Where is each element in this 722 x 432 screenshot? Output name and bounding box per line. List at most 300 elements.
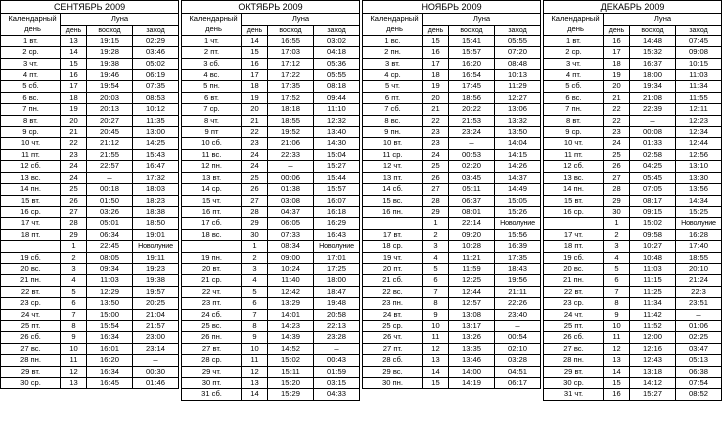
moonset-cell: 16:07 xyxy=(314,195,360,206)
calendar-day-cell: 14 пн. xyxy=(1,184,61,195)
calendar-day-cell: 27 пт. xyxy=(363,343,423,354)
moonset-cell: 10:12 xyxy=(133,104,179,115)
moonset-cell: 13:32 xyxy=(495,115,541,126)
moonrise-cell: 16:20 xyxy=(87,355,133,366)
moonrise-cell: 21:53 xyxy=(449,115,495,126)
lunar-day-cell: 30 xyxy=(242,229,268,240)
lunar-day-cell: 11 xyxy=(423,332,449,343)
lunar-day-cell: 25 xyxy=(242,172,268,183)
moonrise-cell: 13:29 xyxy=(268,298,314,309)
moonrise-cell: 09:20 xyxy=(449,229,495,240)
moonset-cell: 17:25 xyxy=(314,263,360,274)
calendar-day-cell: 22 чт. xyxy=(182,286,242,297)
calendar-day-cell: 13 вт. xyxy=(182,172,242,183)
calendar-day-header-line2: день xyxy=(205,24,222,34)
moonrise-cell: 08:01 xyxy=(449,206,495,217)
calendar-day-cell: 13 вс. xyxy=(1,172,61,183)
lunar-day-cell: 4 xyxy=(604,252,630,263)
moonset-cell: 20:25 xyxy=(133,298,179,309)
lunar-day-cell: 16 xyxy=(61,70,87,81)
moonset-cell: 22:13 xyxy=(314,320,360,331)
moonrise-cell: 19:46 xyxy=(87,70,133,81)
moonset-cell: 19:57 xyxy=(133,286,179,297)
calendar-day-cell: 17 чт. xyxy=(544,229,604,240)
lunar-day-cell: 12 xyxy=(61,366,87,377)
calendar-day-cell: 2 пт. xyxy=(182,47,242,58)
table-row xyxy=(1,127,179,138)
calendar-day-header xyxy=(1,14,61,36)
calendar-day-cell: 12 пн. xyxy=(182,161,242,172)
calendar-day-cell: 25 пт. xyxy=(1,320,61,331)
lunar-day-cell: 24 xyxy=(423,149,449,160)
calendar-day-cell: 19 сб. xyxy=(1,252,61,263)
table-row xyxy=(544,138,722,149)
calendar-day-cell: 28 пн. xyxy=(1,355,61,366)
moonset-cell: 14:34 xyxy=(676,195,722,206)
lunar-day-cell: 4 xyxy=(423,252,449,263)
calendar-day-header-line2: день xyxy=(24,24,41,34)
moonset-cell: 14:49 xyxy=(495,184,541,195)
lunar-day-cell: 11 xyxy=(61,355,87,366)
table-row xyxy=(182,138,360,149)
moonset-cell: 02:10 xyxy=(495,343,541,354)
lunar-day-cell: 30 xyxy=(604,206,630,217)
table-row xyxy=(182,47,360,58)
table-row xyxy=(363,92,541,103)
lunar-day-cell: 3 xyxy=(61,263,87,274)
moonrise-cell: 09:00 xyxy=(268,252,314,263)
calendar-day-cell: 18 пт. xyxy=(544,241,604,252)
table-row xyxy=(544,263,722,274)
moonrise-cell: 17:22 xyxy=(268,70,314,81)
moonset-cell: 02:25 xyxy=(676,332,722,343)
moonset-cell: 00:54 xyxy=(495,332,541,343)
table-row xyxy=(1,70,179,81)
table-row xyxy=(363,115,541,126)
calendar-day-cell: 7 пн. xyxy=(1,104,61,115)
table-row xyxy=(1,241,179,252)
moonset-cell: 01:59 xyxy=(314,366,360,377)
lunar-day-cell: 17 xyxy=(604,47,630,58)
calendar-day-cell: 30 ср. xyxy=(1,378,61,389)
moonrise-cell: 10:28 xyxy=(449,241,495,252)
moonrise-cell: 12:42 xyxy=(268,286,314,297)
lunar-day-cell: 12 xyxy=(242,366,268,377)
table-row xyxy=(544,389,722,400)
moonset-cell: 16:39 xyxy=(495,241,541,252)
moonset-cell: 03:02 xyxy=(314,35,360,46)
moonrise-cell: 13:17 xyxy=(449,320,495,331)
lunar-day-header: день xyxy=(242,25,268,35)
lunar-day-cell: 21 xyxy=(242,115,268,126)
calendar-day-cell: 20 вс. xyxy=(1,263,61,274)
moonrise-cell: 16:54 xyxy=(449,70,495,81)
moonset-cell: 16:18 xyxy=(314,206,360,217)
lunar-day-cell: 25 xyxy=(604,149,630,160)
lunar-day-cell: 14 xyxy=(61,47,87,58)
moonrise-cell: 20:13 xyxy=(87,104,133,115)
calendar-day-cell: 14 ср. xyxy=(182,184,242,195)
calendar-day-cell: 6 вс. xyxy=(544,92,604,103)
moon-header: Луна xyxy=(604,14,722,26)
lunar-day-cell: 1 xyxy=(61,241,87,252)
calendar-day-cell: 5 сб. xyxy=(1,81,61,92)
lunar-day-cell: 17 xyxy=(61,81,87,92)
moonset-cell: 05:13 xyxy=(676,355,722,366)
calendar-day-cell: 18 вс. xyxy=(182,229,242,240)
table-row xyxy=(363,298,541,309)
moonset-cell: 12:32 xyxy=(314,115,360,126)
table-row xyxy=(1,58,179,69)
moonset-cell: 08:18 xyxy=(314,81,360,92)
moonrise-cell: 13:50 xyxy=(87,298,133,309)
calendar-day-cell: 9 ср. xyxy=(544,127,604,138)
calendar-day-cell: 13 пт. xyxy=(363,172,423,183)
lunar-day-cell: 22 xyxy=(423,115,449,126)
moonrise-cell: 21:55 xyxy=(87,149,133,160)
moonset-cell: 00:43 xyxy=(314,355,360,366)
calendar-day-cell: 1 вт. xyxy=(1,35,61,46)
lunar-day-cell: 9 xyxy=(242,332,268,343)
calendar-day-cell: 31 сб. xyxy=(182,389,242,400)
table-row xyxy=(363,366,541,377)
moonrise-cell: 22:33 xyxy=(268,149,314,160)
month-title: СЕНТЯБРЬ 2009 xyxy=(1,1,179,14)
moonrise-cell: 22:57 xyxy=(87,161,133,172)
lunar-day-cell: 16 xyxy=(423,47,449,58)
lunar-day-cell: 10 xyxy=(242,343,268,354)
table-row xyxy=(182,195,360,206)
moonrise-cell: 15:02 xyxy=(268,355,314,366)
moonrise-cell: 16:45 xyxy=(87,378,133,389)
moonrise-cell: 11:21 xyxy=(449,252,495,263)
moonrise-cell: 04:37 xyxy=(268,206,314,217)
moonrise-cell: 12:29 xyxy=(87,286,133,297)
moonset-cell: 17:32 xyxy=(133,172,179,183)
calendar-day-header-line1: Календарный xyxy=(8,14,57,23)
moonrise-cell: 16:34 xyxy=(87,366,133,377)
lunar-day-cell: 5 xyxy=(423,263,449,274)
lunar-day-cell: 6 xyxy=(242,298,268,309)
calendar-day-cell: 15 вт. xyxy=(544,195,604,206)
moonset-cell: 15:56 xyxy=(495,229,541,240)
moonset-cell: 12:44 xyxy=(676,138,722,149)
table-row xyxy=(1,298,179,309)
calendar-day-cell: 4 ср. xyxy=(363,70,423,81)
table-row xyxy=(544,206,722,217)
calendar-day-cell: 11 вс. xyxy=(182,149,242,160)
calendar-day-cell: 17 чт. xyxy=(1,218,61,229)
lunar-day-cell: 27 xyxy=(423,184,449,195)
table-row xyxy=(182,229,360,240)
moonset-cell: 18:50 xyxy=(133,218,179,229)
month-panel xyxy=(543,0,722,432)
lunar-day-cell: 25 xyxy=(61,184,87,195)
moonrise-cell: 14:48 xyxy=(630,35,676,46)
table-row xyxy=(1,195,179,206)
lunar-day-cell: 18 xyxy=(604,58,630,69)
table-row xyxy=(182,206,360,217)
moonset-cell: 15:26 xyxy=(495,206,541,217)
table-row xyxy=(544,149,722,160)
moonset-cell: 20:10 xyxy=(676,263,722,274)
moonrise-cell: 12:44 xyxy=(449,286,495,297)
lunar-day-cell: 14 xyxy=(242,389,268,400)
moonset-cell: 12:11 xyxy=(676,104,722,115)
moonset-cell: 18:47 xyxy=(314,286,360,297)
moonrise-cell: 12:00 xyxy=(630,332,676,343)
moonset-cell: 13:00 xyxy=(133,127,179,138)
moonset-cell: 21:57 xyxy=(133,320,179,331)
lunar-day-cell: 19 xyxy=(61,104,87,115)
calendar-day-cell: 29 вс. xyxy=(363,366,423,377)
table-row xyxy=(363,355,541,366)
moonset-cell: 03:28 xyxy=(495,355,541,366)
calendar-day-cell: 16 ср. xyxy=(544,206,604,217)
table-row xyxy=(363,184,541,195)
moonset-cell: 23:51 xyxy=(676,298,722,309)
table-row xyxy=(182,115,360,126)
table-row xyxy=(1,355,179,366)
calendar-day-cell: 3 сб. xyxy=(182,58,242,69)
moonset-cell: 04:33 xyxy=(314,389,360,400)
moonset-cell: 18:03 xyxy=(133,184,179,195)
moonrise-cell: 14:52 xyxy=(268,343,314,354)
month-panel xyxy=(362,0,540,432)
lunar-day-cell: 3 xyxy=(604,241,630,252)
moonset-cell: 23:40 xyxy=(495,309,541,320)
moonset-cell: 06:38 xyxy=(676,366,722,377)
table-row xyxy=(182,35,360,46)
lunar-day-cell: 27 xyxy=(61,206,87,217)
table-row xyxy=(544,47,722,58)
calendar-day-cell: 14 сб. xyxy=(363,184,423,195)
lunar-day-cell: 23 xyxy=(61,149,87,160)
table-row xyxy=(544,366,722,377)
calendar-day-header-line2: день xyxy=(386,24,403,34)
calendar-day-cell: 16 ср. xyxy=(1,206,61,217)
table-row xyxy=(182,70,360,81)
calendar-day-cell: 12 сб. xyxy=(544,161,604,172)
moonrise-cell: 19:28 xyxy=(87,47,133,58)
calendar-day-cell: 28 ср. xyxy=(182,355,242,366)
moonset-cell: 19:38 xyxy=(133,275,179,286)
moonrise-cell: 21:12 xyxy=(87,138,133,149)
moonset-cell: – xyxy=(133,355,179,366)
calendar-day-cell: 21 сб. xyxy=(363,275,423,286)
lunar-day-cell: 15 xyxy=(423,378,449,389)
moonrise-cell: 09:58 xyxy=(630,229,676,240)
moonset-cell: 13:40 xyxy=(314,127,360,138)
table-row xyxy=(182,389,360,400)
moonrise-cell: 08:05 xyxy=(87,252,133,263)
lunar-day-cell: 18 xyxy=(242,81,268,92)
calendar-day-cell: 5 чт. xyxy=(363,81,423,92)
calendar-day-cell: 7 сб. xyxy=(363,104,423,115)
calendar-day-cell: 15 вт. xyxy=(1,195,61,206)
calendar-day-cell: 9 ср. xyxy=(1,127,61,138)
moonrise-cell: 11:59 xyxy=(449,263,495,274)
calendar-day-cell: 14 пн. xyxy=(544,184,604,195)
lunar-day-cell: 19 xyxy=(423,81,449,92)
table-row xyxy=(363,286,541,297)
moonset-cell: 07:20 xyxy=(495,47,541,58)
table-row xyxy=(182,161,360,172)
moonrise-cell: 15:11 xyxy=(268,366,314,377)
lunar-day-cell: 15 xyxy=(61,58,87,69)
calendar-day-cell: 29 чт. xyxy=(182,366,242,377)
moonrise-cell: 12:57 xyxy=(449,298,495,309)
calendar-day-cell: 12 сб. xyxy=(1,161,61,172)
calendar-day-cell: 7 ср. xyxy=(182,104,242,115)
moonrise-cell: 15:00 xyxy=(87,309,133,320)
lunar-day-cell: 9 xyxy=(61,332,87,343)
lunar-day-cell: 11 xyxy=(604,332,630,343)
moonset-cell: 18:55 xyxy=(676,252,722,263)
calendar-day-cell: 28 пн. xyxy=(544,355,604,366)
calendar-day-cell: 8 чт. xyxy=(182,115,242,126)
moonset-cell: 20:58 xyxy=(314,309,360,320)
moonset-cell: 11:03 xyxy=(676,70,722,81)
table-row xyxy=(363,172,541,183)
moonrise-cell: 07:05 xyxy=(630,184,676,195)
calendar-day-cell: 23 пн. xyxy=(363,298,423,309)
moonrise-cell: 22:39 xyxy=(630,104,676,115)
table-row xyxy=(1,92,179,103)
moonset-header: заход xyxy=(495,25,541,35)
table-row xyxy=(363,195,541,206)
lunar-day-cell: 21 xyxy=(604,92,630,103)
moonrise-cell: 01:33 xyxy=(630,138,676,149)
calendar-day-cell xyxy=(544,218,604,229)
moonset-cell: – xyxy=(495,320,541,331)
table-row xyxy=(182,275,360,286)
moonset-cell: Новолуние xyxy=(676,218,722,229)
lunar-day-cell: 15 xyxy=(242,47,268,58)
moonset-header: заход xyxy=(314,25,360,35)
moonset-cell: 11:35 xyxy=(133,115,179,126)
lunar-day-cell: 15 xyxy=(423,35,449,46)
lunar-day-cell: 24 xyxy=(242,149,268,160)
table-row xyxy=(544,309,722,320)
moonset-cell: 12:56 xyxy=(676,149,722,160)
table-row xyxy=(363,241,541,252)
table-row xyxy=(544,343,722,354)
moonrise-cell: 23:24 xyxy=(449,127,495,138)
table-row xyxy=(363,309,541,320)
table-row xyxy=(182,184,360,195)
calendar-day-cell: 10 чт. xyxy=(544,138,604,149)
moonset-cell: 07:54 xyxy=(676,378,722,389)
calendar-day-cell: 15 вс. xyxy=(363,195,423,206)
moonrise-cell: – xyxy=(630,115,676,126)
moonrise-cell: 05:45 xyxy=(630,172,676,183)
calendar-day-cell: 5 сб. xyxy=(544,81,604,92)
moonset-cell: 18:38 xyxy=(133,206,179,217)
moonset-cell: 15:57 xyxy=(314,184,360,195)
moonset-cell: 05:55 xyxy=(314,70,360,81)
calendar-day-cell: 25 ср. xyxy=(363,320,423,331)
lunar-day-cell: 2 xyxy=(604,229,630,240)
lunar-day-cell: 14 xyxy=(604,366,630,377)
moonset-cell: 17:40 xyxy=(676,241,722,252)
table-row xyxy=(182,92,360,103)
moonset-cell: Новолуние xyxy=(314,241,360,252)
lunar-day-cell: 1 xyxy=(242,241,268,252)
lunar-day-cell: 21 xyxy=(423,104,449,115)
table-row xyxy=(544,320,722,331)
calendar-day-cell: 27 вт. xyxy=(182,343,242,354)
lunar-day-cell: 24 xyxy=(604,138,630,149)
lunar-day-cell: 24 xyxy=(61,172,87,183)
calendar-day-cell: 24 чт. xyxy=(1,309,61,320)
lunar-day-cell: 6 xyxy=(61,298,87,309)
moon-calendar-table xyxy=(181,0,360,401)
lunar-day-cell: 28 xyxy=(242,206,268,217)
moonrise-cell: 03:26 xyxy=(87,206,133,217)
moonrise-cell: 10:27 xyxy=(630,241,676,252)
moonrise-cell: 15:57 xyxy=(449,47,495,58)
moonset-cell: 15:25 xyxy=(676,206,722,217)
moonrise-cell: 00:53 xyxy=(449,149,495,160)
lunar-day-cell: 27 xyxy=(604,172,630,183)
calendar-day-cell: 27 вс. xyxy=(544,343,604,354)
calendar-day-cell: 25 вс. xyxy=(182,320,242,331)
lunar-day-cell: 14 xyxy=(423,366,449,377)
moonrise-cell: 00:08 xyxy=(630,127,676,138)
lunar-day-cell: 26 xyxy=(423,172,449,183)
moonset-cell: – xyxy=(314,343,360,354)
lunar-day-cell: 18 xyxy=(61,92,87,103)
table-row xyxy=(1,104,179,115)
table-row xyxy=(182,252,360,263)
table-row xyxy=(182,172,360,183)
moonrise-cell: 17:35 xyxy=(268,81,314,92)
lunar-day-cell: 9 xyxy=(423,309,449,320)
table-row xyxy=(544,195,722,206)
lunar-day-cell: 19 xyxy=(604,70,630,81)
calendar-day-cell: 18 ср. xyxy=(363,241,423,252)
lunar-day-cell: 18 xyxy=(423,70,449,81)
calendar-day-cell: 6 пт. xyxy=(363,92,423,103)
calendar-day-cell: 8 вс. xyxy=(363,115,423,126)
lunar-day-cell: 29 xyxy=(242,218,268,229)
calendar-day-cell: 22 вт. xyxy=(1,286,61,297)
table-row xyxy=(544,332,722,343)
lunar-day-cell: 8 xyxy=(242,320,268,331)
moonrise-cell: 20:45 xyxy=(87,127,133,138)
calendar-day-cell: 6 вс. xyxy=(1,92,61,103)
lunar-day-cell: 20 xyxy=(423,92,449,103)
month-panel xyxy=(0,0,178,432)
moonrise-cell: 16:01 xyxy=(87,343,133,354)
moonrise-cell: 04:25 xyxy=(630,161,676,172)
lunar-day-cell: 12 xyxy=(423,343,449,354)
table-row xyxy=(363,127,541,138)
moonrise-cell: 11:40 xyxy=(268,275,314,286)
moonset-cell: 03:47 xyxy=(676,343,722,354)
lunar-day-cell: 28 xyxy=(423,195,449,206)
moonset-cell: 19:23 xyxy=(133,263,179,274)
calendar-day-cell: 1 вс. xyxy=(363,35,423,46)
table-row xyxy=(1,35,179,46)
moonrise-cell: 16:37 xyxy=(630,58,676,69)
calendar-day-cell: 7 пн. xyxy=(544,104,604,115)
table-row xyxy=(363,104,541,115)
table-row xyxy=(363,138,541,149)
table-row xyxy=(1,275,179,286)
lunar-day-cell: 23 xyxy=(604,127,630,138)
